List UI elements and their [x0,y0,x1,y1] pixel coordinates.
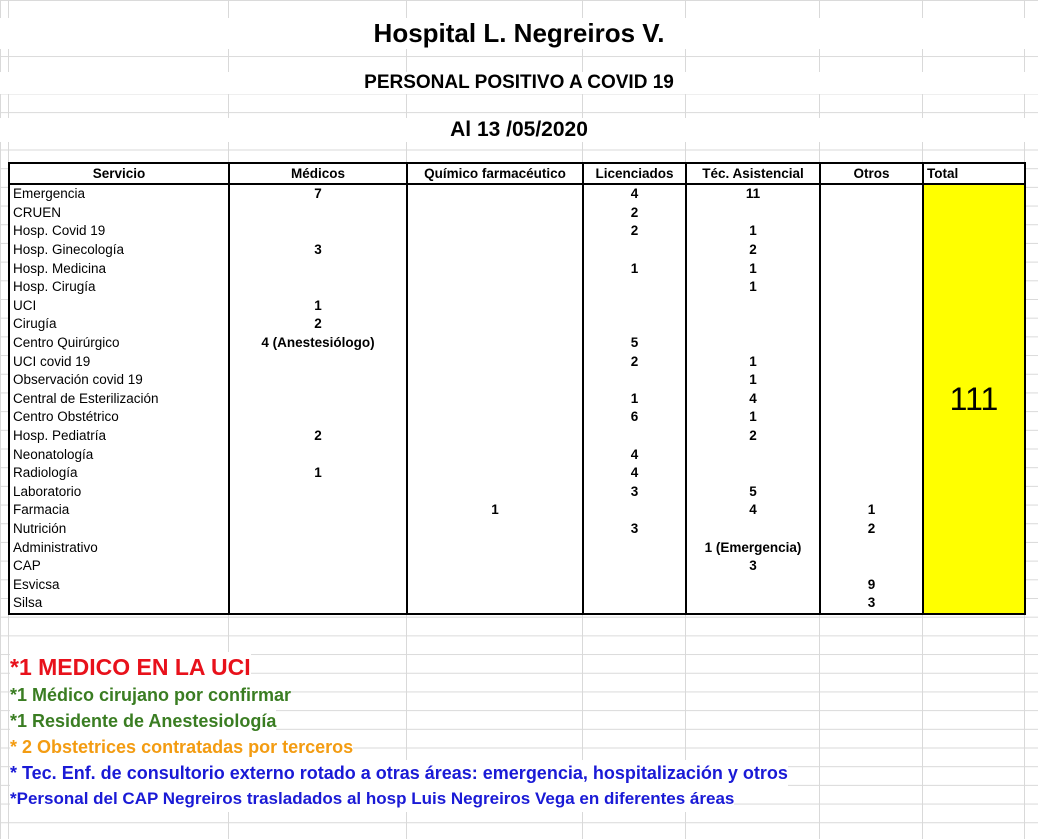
cell-licenciados[interactable]: 1 [583,259,686,278]
cell-servicio[interactable]: Emergencia [9,184,229,204]
cell-otros[interactable] [820,445,923,464]
cell-licenciados[interactable]: 3 [583,520,686,539]
cell-tecnico[interactable] [686,575,820,594]
cell-medicos[interactable] [229,594,407,614]
table-row [9,427,1025,446]
cell-medicos[interactable] [229,371,407,390]
cell-licenciados[interactable]: 1 [583,390,686,409]
cell-medicos[interactable]: 3 [229,241,407,260]
note-cap: *Personal del CAP Negreiros trasladados al hosp Luis Negreiros Vega en diferentes áreas [10,786,734,812]
cell-servicio[interactable]: Administrativo [9,538,229,557]
cell-tecnico[interactable]: 4 [686,390,820,409]
cell-licenciados[interactable]: 4 [583,445,686,464]
cell-licenciados[interactable] [583,501,686,520]
cell-licenciados[interactable] [583,278,686,297]
cell-tecnico[interactable]: 2 [686,241,820,260]
table-body [9,184,1025,614]
table-row [9,464,1025,483]
cell-otros[interactable]: 1 [820,501,923,520]
cell-quimico[interactable] [407,445,583,464]
cell-otros[interactable] [820,222,923,241]
cell-licenciados[interactable] [583,575,686,594]
cell-tecnico[interactable]: 1 [686,259,820,278]
table-row [9,520,1025,539]
cell-tecnico[interactable]: 2 [686,427,820,446]
covid-staff-table [8,162,1026,615]
cell-tecnico[interactable]: 5 [686,483,820,502]
column-header-servicio[interactable]: Servicio [9,163,229,184]
table-row [9,184,1025,204]
table-row [9,241,1025,260]
cell-medicos[interactable]: 4 (Anestesiólogo) [229,334,407,353]
cell-quimico[interactable] [407,334,583,353]
cell-tecnico[interactable]: 1 [686,352,820,371]
cell-tecnico[interactable]: 1 [686,408,820,427]
cell-otros[interactable] [820,390,923,409]
page-subtitle: PERSONAL POSITIVO A COVID 19 [0,72,1038,94]
cell-medicos[interactable] [229,408,407,427]
cell-servicio[interactable]: Farmacia [9,501,229,520]
cell-medicos[interactable] [229,501,407,520]
cell-servicio[interactable]: Hosp. Ginecología [9,241,229,260]
cell-quimico[interactable] [407,483,583,502]
table-header-row [9,163,1025,184]
table-row [9,259,1025,278]
cell-otros[interactable] [820,371,923,390]
cell-quimico[interactable] [407,222,583,241]
cell-medicos[interactable] [229,483,407,502]
table-row [9,222,1025,241]
table-row [9,575,1025,594]
table-row [9,483,1025,502]
cell-otros[interactable] [820,408,923,427]
cell-otros[interactable] [820,427,923,446]
cell-medicos[interactable] [229,222,407,241]
cell-otros[interactable] [820,352,923,371]
cell-quimico[interactable]: 1 [407,501,583,520]
cell-otros[interactable] [820,259,923,278]
cell-medicos[interactable] [229,575,407,594]
cell-servicio[interactable]: Silsa [9,594,229,614]
cell-tecnico[interactable] [686,445,820,464]
column-header-tecnico[interactable]: Téc. Asistencial [686,163,820,184]
cell-licenciados[interactable] [583,427,686,446]
cell-servicio[interactable]: Hosp. Medicina [9,259,229,278]
cell-quimico[interactable] [407,464,583,483]
cell-licenciados[interactable]: 2 [583,352,686,371]
cell-licenciados[interactable]: 3 [583,483,686,502]
note-tec-enf: * Tec. Enf. de consultorio externo rotado a otras áreas: emergencia, hospitalización y otros [10,760,788,786]
column-header-total[interactable]: Total [923,163,1025,184]
cell-servicio[interactable]: Neonatología [9,445,229,464]
cell-tecnico[interactable] [686,520,820,539]
cell-tecnico[interactable]: 1 (Emergencia) [686,538,820,557]
column-header-medicos[interactable]: Médicos [229,163,407,184]
cell-servicio[interactable]: Esvicsa [9,575,229,594]
cell-quimico[interactable] [407,427,583,446]
cell-servicio[interactable]: Laboratorio [9,483,229,502]
note-cirujano: *1 Médico cirujano por confirmar [10,682,291,708]
cell-tecnico[interactable] [686,464,820,483]
cell-servicio[interactable]: Centro Obstétrico [9,408,229,427]
column-header-otros[interactable]: Otros [820,163,923,184]
cell-servicio[interactable]: Centro Quirúrgico [9,334,229,353]
table-row [9,557,1025,576]
cell-quimico[interactable] [407,575,583,594]
cell-licenciados[interactable] [583,594,686,614]
cell-servicio[interactable]: UCI [9,297,229,316]
table-row [9,371,1025,390]
cell-licenciados[interactable] [583,315,686,334]
table-row [9,594,1025,614]
column-header-licenciados[interactable]: Licenciados [583,163,686,184]
cell-quimico[interactable] [407,297,583,316]
notes-section [10,652,788,812]
cell-otros[interactable] [820,241,923,260]
table-row [9,204,1025,223]
cell-quimico[interactable] [407,241,583,260]
cell-medicos[interactable] [229,445,407,464]
cell-servicio[interactable]: CAP [9,557,229,576]
cell-servicio[interactable]: Central de Esterilización [9,390,229,409]
cell-medicos[interactable] [229,390,407,409]
cell-tecnico[interactable] [686,594,820,614]
cell-licenciados[interactable] [583,557,686,576]
cell-tecnico[interactable]: 11 [686,184,820,204]
cell-licenciados[interactable] [583,538,686,557]
cell-medicos[interactable] [229,204,407,223]
cell-otros[interactable] [820,315,923,334]
cell-quimico[interactable] [407,594,583,614]
cell-quimico[interactable] [407,408,583,427]
cell-licenciados[interactable] [583,297,686,316]
cell-quimico[interactable] [407,538,583,557]
cell-servicio[interactable]: Hosp. Pediatría [9,427,229,446]
cell-quimico[interactable] [407,278,583,297]
table-row [9,501,1025,520]
cell-quimico[interactable] [407,184,583,204]
cell-licenciados[interactable] [583,241,686,260]
cell-servicio[interactable]: Observación covid 19 [9,371,229,390]
cell-medicos[interactable]: 7 [229,184,407,204]
table-row [9,538,1025,557]
cell-tecnico[interactable]: 4 [686,501,820,520]
page-title: Hospital L. Negreiros V. [0,18,1038,49]
table-row [9,408,1025,427]
cell-servicio[interactable]: UCI covid 19 [9,352,229,371]
cell-tecnico[interactable] [686,204,820,223]
cell-otros[interactable] [820,334,923,353]
table-row [9,334,1025,353]
cell-medicos[interactable]: 1 [229,464,407,483]
cell-licenciados[interactable] [583,371,686,390]
cell-quimico[interactable] [407,259,583,278]
cell-tecnico[interactable]: 1 [686,222,820,241]
column-header-quimico[interactable]: Químico farmacéutico [407,163,583,184]
cell-medicos[interactable]: 2 [229,427,407,446]
cell-otros[interactable] [820,483,923,502]
cell-quimico[interactable] [407,557,583,576]
cell-tecnico[interactable] [686,334,820,353]
cell-servicio[interactable]: Radiología [9,464,229,483]
cell-otros[interactable] [820,204,923,223]
table-row [9,297,1025,316]
cell-quimico[interactable] [407,520,583,539]
table-row [9,390,1025,409]
cell-licenciados[interactable]: 4 [583,464,686,483]
cell-tecnico[interactable]: 1 [686,278,820,297]
cell-tecnico[interactable]: 3 [686,557,820,576]
cell-otros[interactable] [820,557,923,576]
cell-licenciados[interactable]: 5 [583,334,686,353]
cell-quimico[interactable] [407,204,583,223]
cell-otros[interactable] [820,297,923,316]
cell-licenciados[interactable]: 4 [583,184,686,204]
cell-tecnico[interactable]: 1 [686,371,820,390]
cell-otros[interactable] [820,278,923,297]
cell-licenciados[interactable]: 6 [583,408,686,427]
cell-otros[interactable] [820,184,923,204]
cell-servicio[interactable]: CRUEN [9,204,229,223]
cell-medicos[interactable] [229,520,407,539]
cell-quimico[interactable] [407,390,583,409]
cell-otros[interactable]: 3 [820,594,923,614]
total-cell[interactable]: 111 [923,184,1025,614]
cell-otros[interactable] [820,464,923,483]
cell-medicos[interactable]: 1 [229,297,407,316]
cell-servicio[interactable]: Cirugía [9,315,229,334]
cell-medicos[interactable] [229,538,407,557]
cell-tecnico[interactable] [686,315,820,334]
cell-medicos[interactable] [229,278,407,297]
cell-servicio[interactable]: Hosp. Covid 19 [9,222,229,241]
table-row [9,278,1025,297]
cell-otros[interactable]: 2 [820,520,923,539]
cell-quimico[interactable] [407,315,583,334]
cell-medicos[interactable]: 2 [229,315,407,334]
report-date: Al 13 /05/2020 [0,118,1038,142]
cell-quimico[interactable] [407,352,583,371]
table-row [9,445,1025,464]
cell-licenciados[interactable]: 2 [583,204,686,223]
cell-licenciados[interactable]: 2 [583,222,686,241]
note-uci: *1 MEDICO EN LA UCI [10,654,251,680]
cell-servicio[interactable]: Hosp. Cirugía [9,278,229,297]
cell-quimico[interactable] [407,371,583,390]
cell-tecnico[interactable] [686,297,820,316]
cell-otros[interactable]: 9 [820,575,923,594]
cell-medicos[interactable] [229,352,407,371]
cell-servicio[interactable]: Nutrición [9,520,229,539]
note-residente: *1 Residente de Anestesiología [10,708,276,734]
note-obstetrices: * 2 Obstetrices contratadas por terceros [10,734,353,760]
table-row [9,352,1025,371]
cell-medicos[interactable] [229,259,407,278]
table-row [9,315,1025,334]
cell-medicos[interactable] [229,557,407,576]
cell-otros[interactable] [820,538,923,557]
